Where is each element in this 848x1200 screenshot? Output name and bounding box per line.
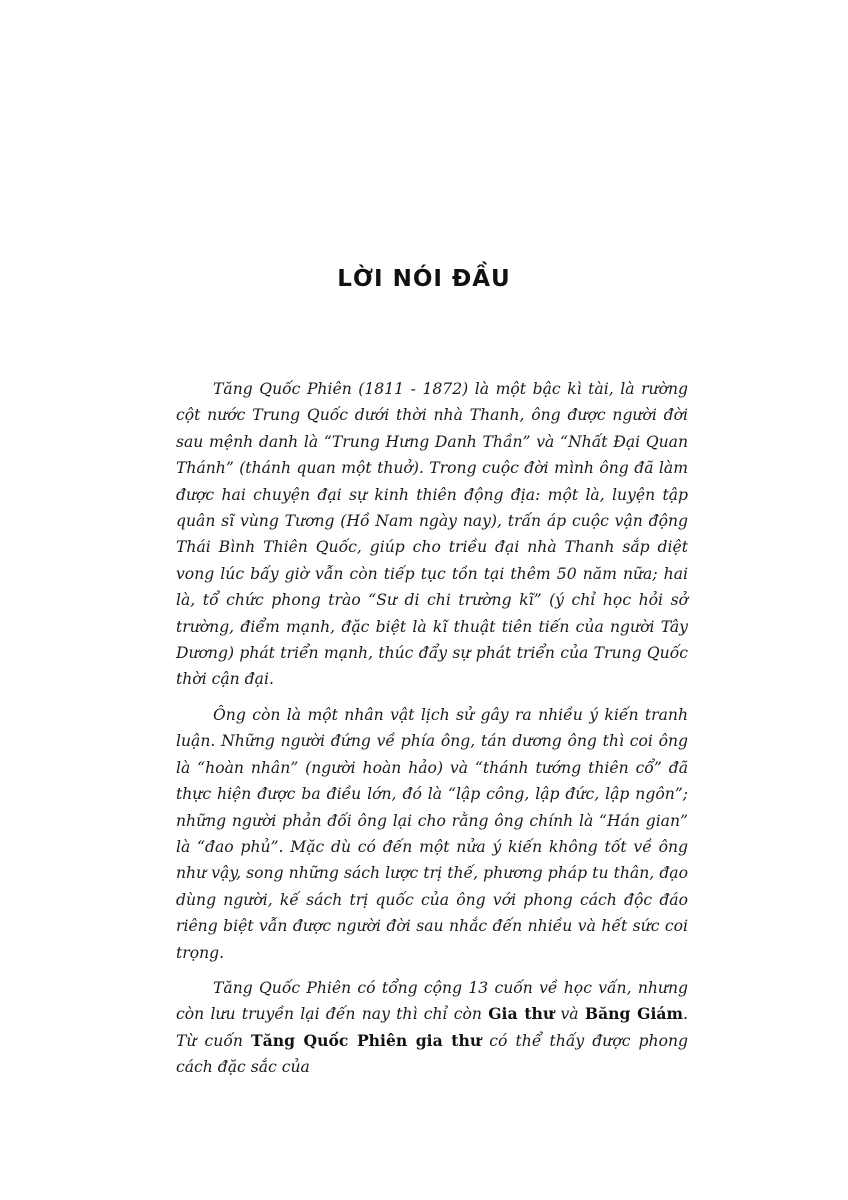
preface-body (176, 376, 688, 1090)
paragraph-3-text-a: Tăng Quốc Phiên có tổng cộng 13 cuốn về học vấn, nhưng còn lưu truyền lại đến nay thì chỉ còn (176, 978, 688, 1024)
book-title-gia-thu-full: Tăng Quốc Phiên gia thư (251, 1030, 482, 1050)
paragraph-3-text-d: có thể thấy được phong cách đặc sắc của (176, 1031, 688, 1077)
paragraph-3-text-b: và (554, 1005, 585, 1024)
page-title: LỜI NÓI ĐẦU (337, 266, 511, 292)
book-title-bang-giam: Băng Giám (584, 1004, 684, 1024)
paragraph-3 (176, 975, 688, 1081)
paragraph-1: Tăng Quốc Phiên (1811 - 1872) là một bậc kì tài, là rường cột nước Trung Quốc dưới thời nhà Thanh, ông được người đời sau mệnh danh là “Trung Hưng Danh Thần” và “Nhất Đại Quan Thánh” (thánh quan một thuở). Trong cuộc đời mình ông đã làm được hai chuyện đại sự kinh thiên động địa: một là, luyện tập quân sĩ vùng Tương (Hồ Nam ngày nay), trấn áp cuộc vận động Thái Bình Thiên Quốc, giúp cho triều đại nhà Thanh sắp diệt vong lúc bấy giờ vẫn còn tiếp tục tồn tại thêm 50 năm nữa; hai là, tổ chức phong trào “Sư di chi trường kĩ” (ý chỉ học hỏi sở trường, điểm mạnh, đặc biệt là kĩ thuật tiên tiến của người Tây Dương) phát triển mạnh, thúc đẩy sự phát triển của Trung Quốc thời cận đại. (176, 380, 688, 689)
paragraph-2: Ông còn là một nhân vật lịch sử gây ra nhiều ý kiến tranh luận. Những người đứng về phía ông, tán dương ông thì coi ông là “hoàn nhân” (người hoàn hảo) và “thánh tướng thiên cổ” đã thực hiện được ba điều lớn, đó là “lập công, lập đức, lập ngôn”; những người phản đối ông lại cho rằng ông chính là “Hán gian” là “đao phủ”. Mặc dù có đến một nửa ý kiến không tốt về ông như vậy, song những sách lược trị thế, phương pháp tu thân, đạo dùng người, kế sách trị quốc của ông với phong cách độc đáo riêng biệt vẫn được người đời sau nhắc đến nhiều và hết sức coi trọng. (176, 705, 688, 962)
book-title-gia-thu: Gia thư (488, 1004, 555, 1024)
paragraph-3-text-c: . Từ cuốn (176, 1005, 688, 1050)
